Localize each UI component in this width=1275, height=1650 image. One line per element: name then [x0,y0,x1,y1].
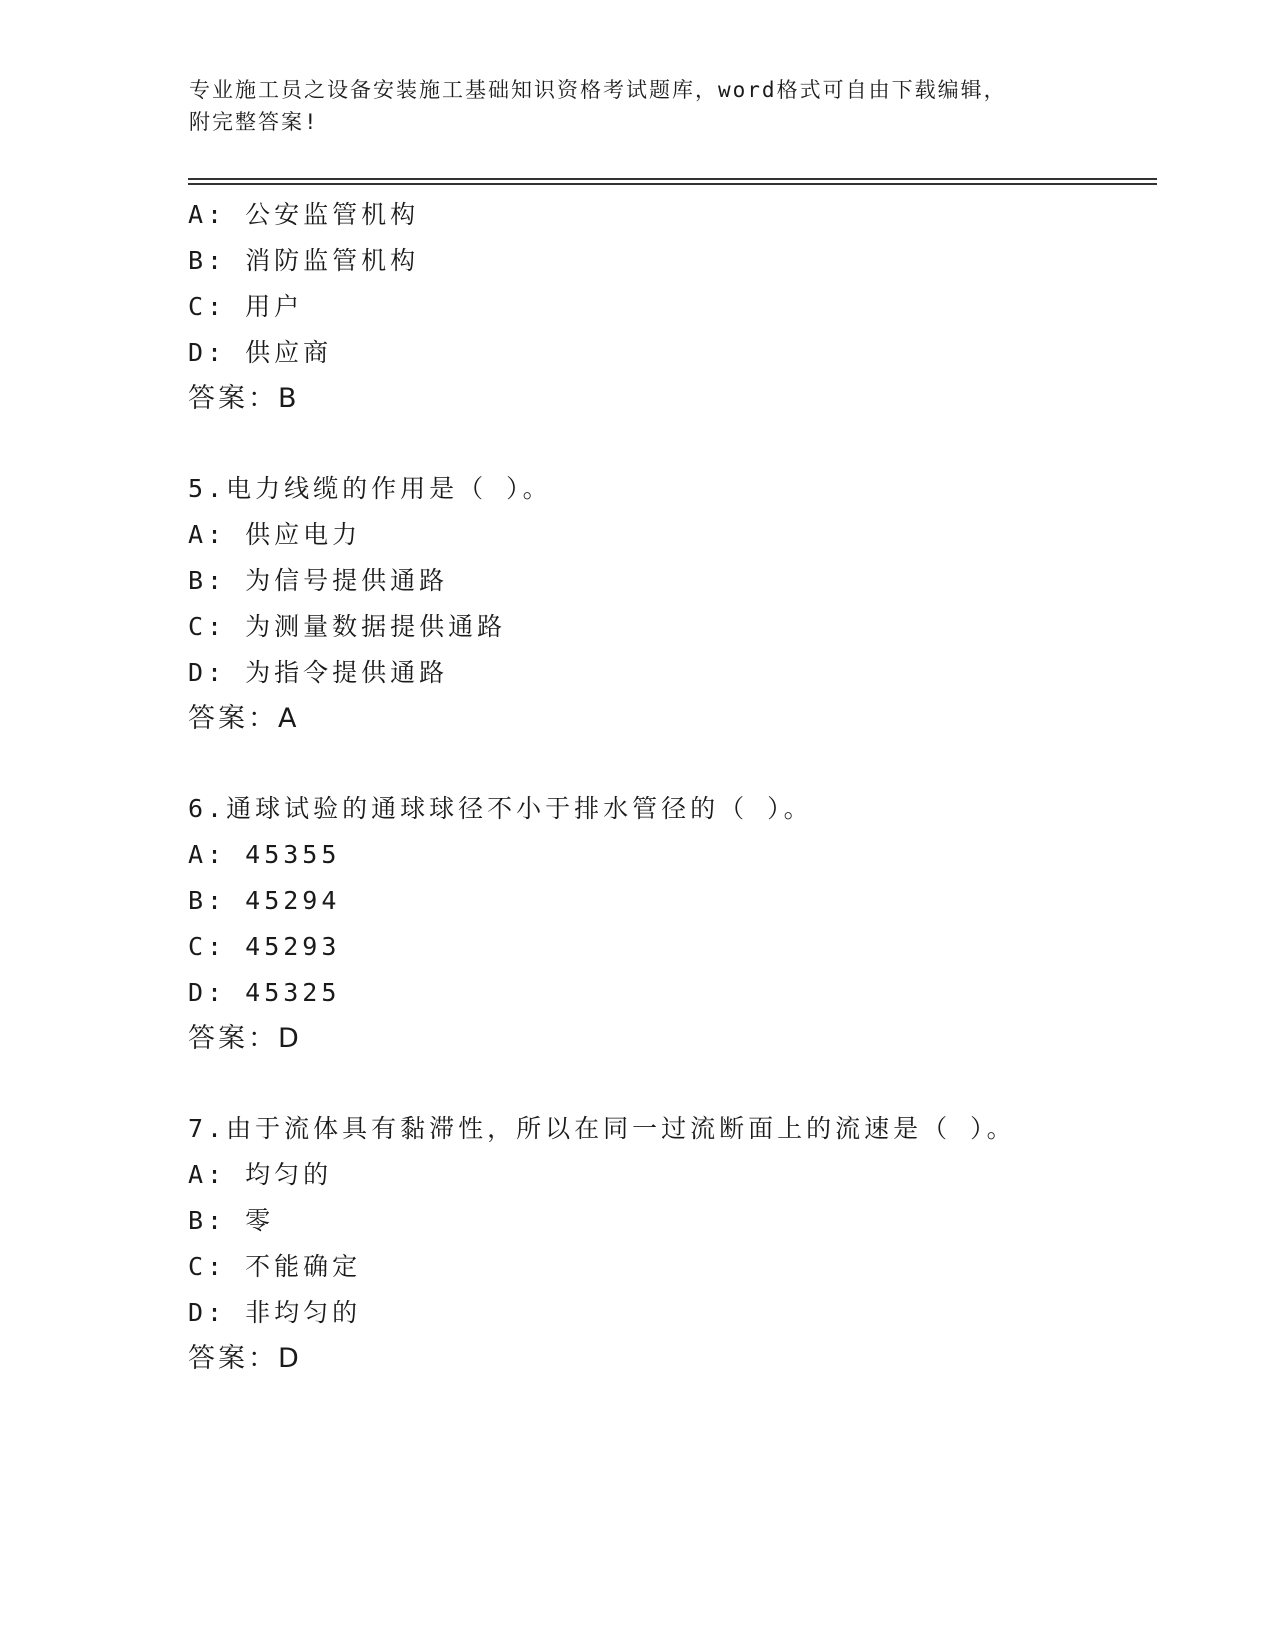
answer: 答案：B [188,383,300,414]
option-c: C: 为测量数据提供通路 [188,612,507,641]
header-line-1: 专业施工员之设备安装施工基础知识资格考试题库，word格式可自由下载编辑， [189,78,1007,102]
option-b: B: 为信号提供通路 [188,566,449,595]
option-a: A: 公安监管机构 [188,200,420,229]
option-a: A: 供应电力 [188,520,362,549]
option-d: D: 非均匀的 [188,1298,362,1327]
question-block-7 [188,1106,1148,1382]
answer: 答案：D [188,1023,302,1054]
question-spacer [188,1062,1148,1106]
header-line-2: 附完整答案! [189,110,319,134]
option-c: C: 不能确定 [188,1252,362,1281]
question-block-6 [188,786,1148,1062]
answer: 答案：A [188,703,300,734]
answer: 答案：D [188,1343,302,1374]
option-a: A: 45355 [188,840,341,869]
question-text: 6.通球试验的通球球径不小于排水管径的（ ）。 [188,794,813,823]
option-b: B: 消防监管机构 [188,246,420,275]
header-divider-bottom [188,183,1157,185]
question-text: 5.电力线缆的作用是（ ）。 [188,474,552,503]
option-d: D: 为指令提供通路 [188,658,449,687]
option-d: D: 供应商 [188,338,333,367]
document-header [189,74,1089,138]
option-d: D: 45325 [188,978,341,1007]
option-a: A: 均匀的 [188,1160,333,1189]
header-divider-top [188,178,1157,180]
option-c: C: 45293 [188,932,341,961]
option-c: C: 用户 [188,292,304,321]
question-spacer [188,742,1148,786]
question-list [188,192,1148,1382]
question-spacer [188,422,1148,466]
question-block-continued [188,192,1148,422]
question-text: 7.由于流体具有黏滞性，所以在同一过流断面上的流速是（ ）。 [188,1114,1016,1143]
option-b: B: 45294 [188,886,341,915]
option-b: B: 零 [188,1206,275,1235]
question-block-5 [188,466,1148,742]
